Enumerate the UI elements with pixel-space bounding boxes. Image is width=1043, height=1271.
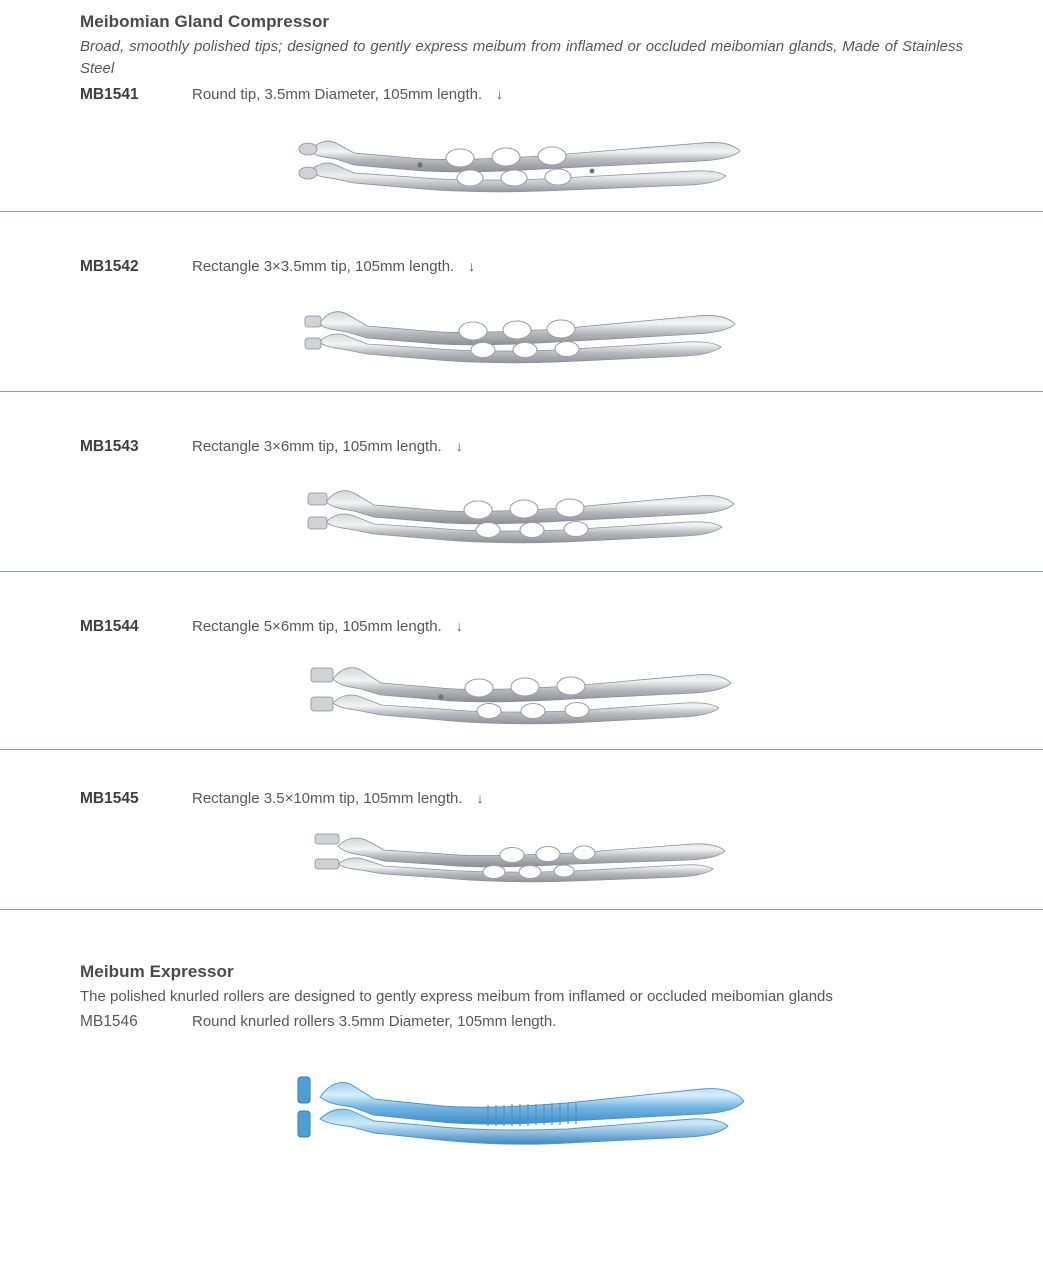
product-row-mb1542 [80,212,963,391]
product-image-mb1543 [80,471,963,557]
section-spacer [80,910,963,962]
item-code-mb1545: MB1545 [80,790,139,807]
forceps-illustration-steel [292,125,752,205]
item-desc-mb1544: Rectangle 5×6mm tip, 105mm length. [192,618,442,635]
item-desc-mb1543: Rectangle 3×6mm tip, 105mm length. [192,438,442,455]
product-row-mb1541 [80,0,963,211]
down-arrow-icon: ↓ [455,618,463,634]
item-code-mb1546: MB1546 [80,1013,138,1030]
item-code-mb1544: MB1544 [80,618,139,635]
item-line-mb1541 [80,82,963,107]
item-desc-mb1542: Rectangle 3×3.5mm tip, 105mm length. [192,258,455,275]
product-image-mb1544 [80,651,963,735]
down-arrow-icon: ↓ [455,438,463,454]
item-code-mb1543: MB1543 [80,438,139,455]
item-line-mb1542 [80,254,963,279]
section-title-expressor: Meibum Expressor [80,962,234,981]
forceps-illustration-steel [312,828,732,890]
item-line-mb1543 [80,434,963,459]
forceps-illustration-steel [302,474,742,554]
item-line-mb1545 [80,786,963,811]
item-line-mb1546 [80,1010,963,1034]
item-code-mb1541: MB1541 [80,86,139,103]
item-code-mb1542: MB1542 [80,258,139,275]
product-row-mb1543 [80,392,963,571]
product-row-mb1544 [80,572,963,749]
product-row-mb1546 [80,962,963,1168]
section-title-compressor: Meibomian Gland Compressor [80,12,330,31]
product-image-mb1545 [80,823,963,895]
forceps-illustration-steel [307,653,737,733]
product-image-mb1541 [80,119,963,211]
product-image-mb1546 [80,1058,963,1168]
section-description-expressor: The polished knurled rollers are designed to gently express meibum from inflamed or occluded meibomian glands [80,988,833,1005]
item-desc-mb1541: Round tip, 3.5mm Diameter, 105mm length. [192,86,483,103]
down-arrow-icon: ↓ [468,258,476,274]
product-row-mb1545 [80,750,963,909]
forceps-illustration-steel [297,294,747,374]
page-footer-space [80,1168,963,1178]
item-desc-mb1546: Round knurled rollers 3.5mm Diameter, 105mm length. [192,1013,557,1030]
down-arrow-icon: ↓ [476,790,484,806]
down-arrow-icon: ↓ [496,86,504,102]
section-description-compressor: Broad, smoothly polished tips; designed to gently express meibum from inflamed or occluded meibomian glands, Made of Stainless Steel [80,38,963,77]
product-image-mb1542 [80,291,963,377]
item-line-mb1544 [80,614,963,639]
item-desc-mb1545: Rectangle 3.5×10mm tip, 105mm length. [192,790,463,807]
expressor-illustration-blue [292,1063,752,1163]
